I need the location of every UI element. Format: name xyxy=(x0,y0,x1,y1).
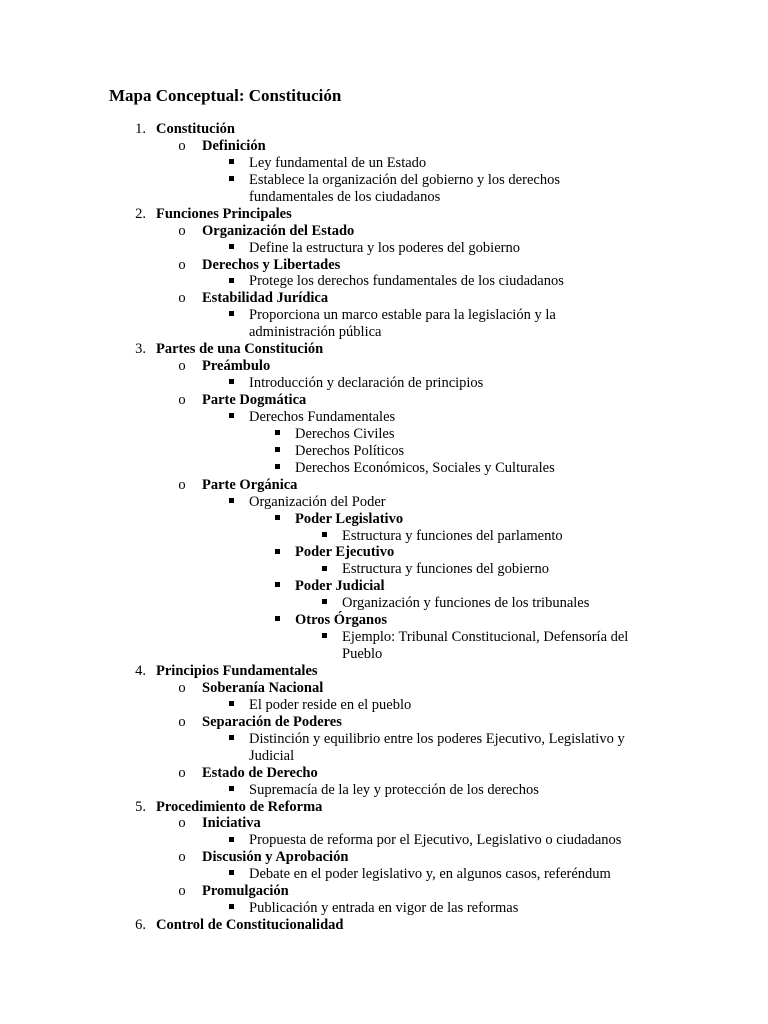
outline-item-text: Derechos Económicos, Sociales y Culturales xyxy=(295,459,555,476)
square-bullet-icon xyxy=(226,240,236,257)
square-bullet-icon xyxy=(319,595,329,612)
outline-item-text: Otros Órganos xyxy=(295,612,387,629)
outline-item-level-3 xyxy=(0,409,768,426)
list-number: 5. xyxy=(135,798,146,815)
square-bullet-icon xyxy=(226,782,236,799)
outline-item-level-4 xyxy=(0,511,768,528)
outline-item-level-3 xyxy=(0,731,768,748)
square-bullet-icon xyxy=(226,155,236,172)
outline-item-level-2 xyxy=(0,257,768,274)
circle-bullet: o xyxy=(178,764,186,781)
outline-item-level-2 xyxy=(0,138,768,155)
outline-item-level-2 xyxy=(0,392,768,409)
circle-bullet: o xyxy=(178,256,186,273)
outline-item-level-3 xyxy=(0,189,768,206)
outline-item-level-5 xyxy=(0,629,768,646)
square-bullet-icon xyxy=(226,494,236,511)
circle-bullet: o xyxy=(178,849,186,866)
list-number: 1. xyxy=(135,121,146,137)
outline-item-level-4 xyxy=(0,460,768,477)
outline-item-text: Ley fundamental de un Estado xyxy=(249,154,427,171)
square-bullet-icon xyxy=(272,544,282,561)
list-number: 3. xyxy=(135,341,146,358)
outline-item-text: Define la estructura y los poderes del gobierno xyxy=(249,239,520,256)
outline-item-level-4 xyxy=(0,426,768,443)
outline-item-text: Procedimiento de Reforma xyxy=(156,798,323,815)
circle-bullet: o xyxy=(178,392,186,408)
outline-item-text: Publicación y entrada en vigor de las reformas xyxy=(249,900,519,917)
outline-item-level-3 xyxy=(0,307,768,324)
outline-item-text: Introducción y declaración de principios xyxy=(249,375,484,392)
circle-bullet: o xyxy=(178,137,186,154)
outline-item-text: Derechos Fundamentales xyxy=(249,408,396,425)
outline-item-level-2 xyxy=(0,849,768,866)
outline-item-text: Proporciona un marco estable para la legislación y la xyxy=(249,307,556,324)
circle-bullet: o xyxy=(178,222,186,239)
outline-item-level-3 xyxy=(0,240,768,257)
outline-item-level-5 xyxy=(0,595,768,612)
outline-item-level-5 xyxy=(0,561,768,578)
outline-item-level-3 xyxy=(0,697,768,714)
outline-item-text: Distinción y equilibrio entre los poderes Ejecutivo, Legislativo y xyxy=(249,730,625,747)
outline-item-text: Funciones Principales xyxy=(156,205,292,222)
outline-item-level-3 xyxy=(0,782,768,799)
outline-item-level-2 xyxy=(0,477,768,494)
square-bullet-icon xyxy=(272,443,282,460)
outline-item-text: fundamentales de los ciudadanos xyxy=(249,188,441,205)
outline-item-text: Ejemplo: Tribunal Constitucional, Defensoría del xyxy=(342,629,629,646)
outline-item-text: Organización y funciones de los tribunales xyxy=(342,595,590,612)
outline-item-level-3 xyxy=(0,748,768,765)
square-bullet-icon xyxy=(226,307,236,324)
outline-item-text: El poder reside en el pueblo xyxy=(249,696,412,713)
outline-item-text: Discusión y Aprobación xyxy=(202,849,349,866)
circle-bullet: o xyxy=(178,883,186,900)
outline-item-text: Preámbulo xyxy=(202,358,271,375)
outline-item-level-1 xyxy=(0,917,768,934)
outline-item-text: Organización del Poder xyxy=(249,493,386,510)
list-number: 6. xyxy=(135,917,146,934)
outline-item-level-2 xyxy=(0,765,768,782)
square-bullet-icon xyxy=(272,612,282,629)
square-bullet-icon xyxy=(226,409,236,426)
outline-item-level-3 xyxy=(0,494,768,511)
outline-item-text: Organización del Estado xyxy=(202,222,355,239)
outline-item-text: Poder Legislativo xyxy=(295,510,404,527)
circle-bullet: o xyxy=(178,358,186,375)
document-title: Mapa Conceptual: Constitución xyxy=(109,86,342,105)
square-bullet-icon xyxy=(226,866,236,883)
outline-item-level-3 xyxy=(0,900,768,917)
outline-item-text: Debate en el poder legislativo y, en algunos casos, referéndum xyxy=(249,866,611,883)
outline-item-text: Estado de Derecho xyxy=(202,764,318,781)
outline-item-text: Estructura y funciones del parlamento xyxy=(342,527,563,544)
circle-bullet: o xyxy=(178,815,186,832)
outline-item-level-1 xyxy=(0,663,768,680)
outline-item-level-4 xyxy=(0,578,768,595)
outline-item-level-2 xyxy=(0,358,768,375)
outline-item-level-4 xyxy=(0,443,768,460)
outline-item-text: Constitución xyxy=(156,121,235,137)
square-bullet-icon xyxy=(226,172,236,189)
outline-item-text: Judicial xyxy=(249,747,295,764)
outline-item-text: Establece la organización del gobierno y los derechos xyxy=(249,171,560,188)
outline-item-level-2 xyxy=(0,223,768,240)
outline-item-text: Derechos Civiles xyxy=(295,425,395,442)
outline-item-text: administración pública xyxy=(249,324,382,341)
square-bullet-icon xyxy=(319,629,329,646)
outline-item-level-3 xyxy=(0,375,768,392)
square-bullet-icon xyxy=(226,375,236,392)
outline-item-level-3 xyxy=(0,324,768,341)
outline-item-text: Derechos Políticos xyxy=(295,442,405,459)
square-bullet-icon xyxy=(272,578,282,595)
list-number: 4. xyxy=(135,663,146,679)
outline-item-text: Promulgación xyxy=(202,883,289,900)
circle-bullet: o xyxy=(178,713,186,730)
circle-bullet: o xyxy=(178,476,186,493)
outline-item-level-2 xyxy=(0,883,768,900)
outline-item-level-5 xyxy=(0,528,768,545)
outline-item-text: Poder Judicial xyxy=(295,578,385,595)
outline-item-text: Separación de Poderes xyxy=(202,713,342,730)
outline-item-text: Partes de una Constitución xyxy=(156,341,324,358)
list-number: 2. xyxy=(135,205,146,222)
outline-item-level-2 xyxy=(0,815,768,832)
square-bullet-icon xyxy=(272,426,282,443)
outline-item-text: Estabilidad Jurídica xyxy=(202,290,329,307)
outline-item-level-4 xyxy=(0,612,768,629)
outline-item-level-4 xyxy=(0,544,768,561)
outline-item-level-1 xyxy=(0,206,768,223)
outline-item-text: Iniciativa xyxy=(202,815,261,832)
square-bullet-icon xyxy=(272,511,282,528)
outline-item-level-1 xyxy=(0,799,768,816)
outline-item-text: Definición xyxy=(202,137,266,154)
outline-item-level-3 xyxy=(0,172,768,189)
outline-item-text: Control de Constitucionalidad xyxy=(156,917,344,934)
outline-item-text: Derechos y Libertades xyxy=(202,256,341,273)
square-bullet-icon xyxy=(226,273,236,290)
square-bullet-icon xyxy=(226,900,236,917)
square-bullet-icon xyxy=(226,832,236,849)
outline-item-text: Parte Orgánica xyxy=(202,476,298,493)
square-bullet-icon xyxy=(226,697,236,714)
square-bullet-icon xyxy=(319,561,329,578)
outline-item-text: Soberanía Nacional xyxy=(202,679,324,696)
outline-item-text: Propuesta de reforma por el Ejecutivo, Legislativo o ciudadanos xyxy=(249,832,622,849)
outline-item-level-3 xyxy=(0,866,768,883)
outline-item-level-2 xyxy=(0,714,768,731)
outline-item-text: Protege los derechos fundamentales de los ciudadanos xyxy=(249,273,564,290)
outline-item-level-2 xyxy=(0,290,768,307)
circle-bullet: o xyxy=(178,679,186,696)
outline-item-level-3 xyxy=(0,832,768,849)
circle-bullet: o xyxy=(178,290,186,307)
outline-item-text: Parte Dogmática xyxy=(202,392,307,408)
outline-item-text: Poder Ejecutivo xyxy=(295,544,395,561)
square-bullet-icon xyxy=(226,731,236,748)
square-bullet-icon xyxy=(319,528,329,545)
concept-outline xyxy=(0,121,768,934)
square-bullet-icon xyxy=(272,460,282,477)
outline-item-level-1 xyxy=(0,121,768,138)
outline-item-text: Estructura y funciones del gobierno xyxy=(342,561,549,578)
outline-item-text: Principios Fundamentales xyxy=(156,663,318,679)
outline-item-level-2 xyxy=(0,680,768,697)
outline-item-level-3 xyxy=(0,273,768,290)
outline-item-text: Pueblo xyxy=(342,646,383,663)
outline-item-level-3 xyxy=(0,155,768,172)
outline-item-text: Supremacía de la ley y protección de los derechos xyxy=(249,781,539,798)
outline-item-level-5 xyxy=(0,646,768,663)
outline-item-level-1 xyxy=(0,341,768,358)
